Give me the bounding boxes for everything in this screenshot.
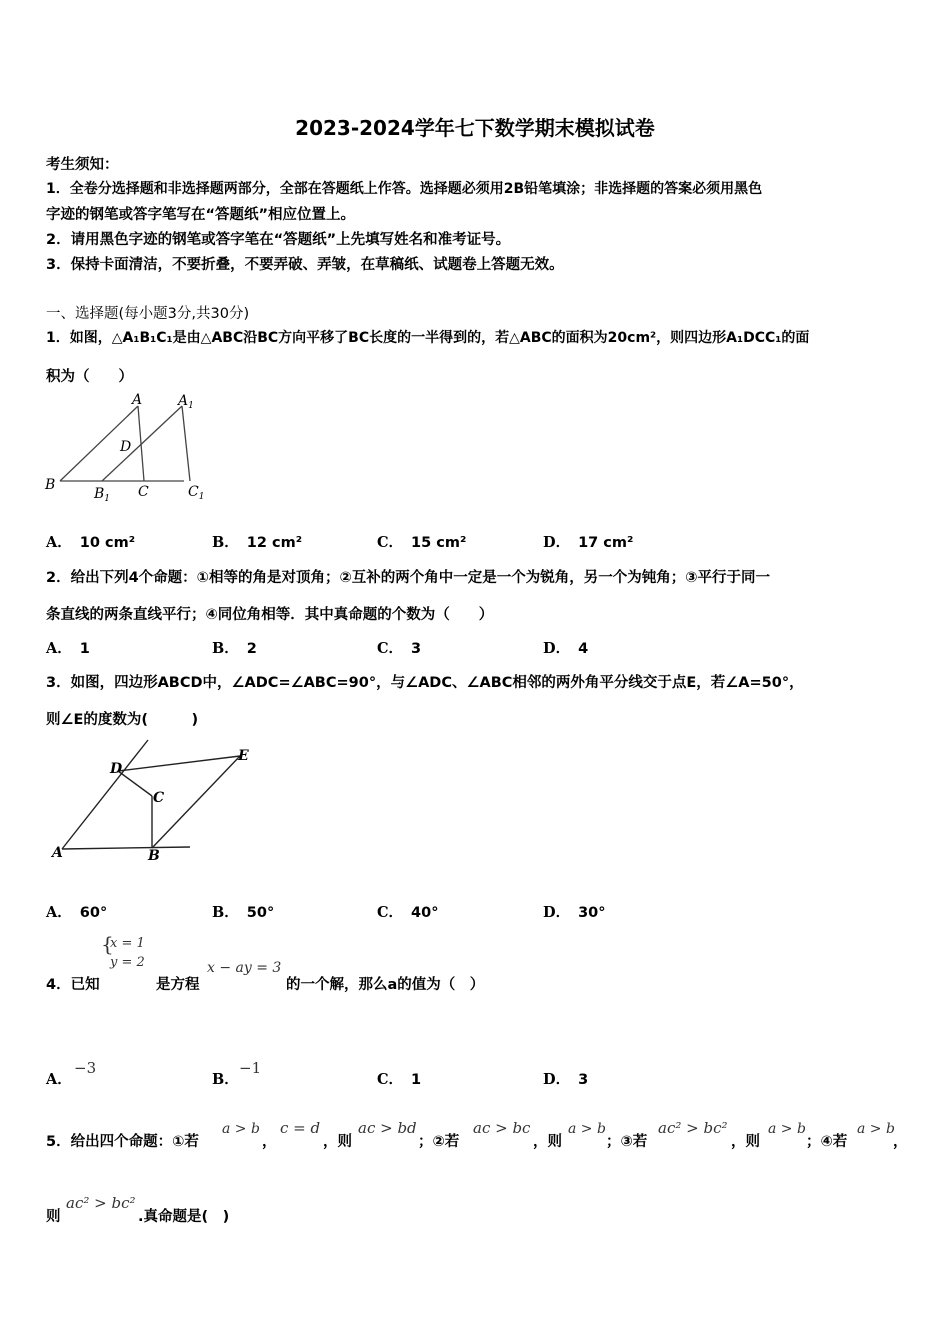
notice-item-1b: 字迹的钢笔或答字笔写在“答题纸”相应位置上。 bbox=[46, 207, 356, 223]
q5-math-5: a > b bbox=[568, 1121, 606, 1137]
q3-option-a[interactable]: A． 60° bbox=[46, 904, 108, 921]
q3-option-c[interactable]: C． 40° bbox=[377, 904, 439, 921]
q1-label-b: B bbox=[45, 477, 56, 493]
q1-label-c1: $C_1$ bbox=[188, 484, 205, 502]
q1-triangle-figure bbox=[40, 388, 210, 503]
q1-stem-line2: 积为（ ） bbox=[46, 369, 133, 385]
q4-option-b-value: −1 bbox=[239, 1059, 262, 1077]
q4-equation: x − ay = 3 bbox=[207, 960, 282, 976]
q5-math-1: a > b bbox=[222, 1121, 260, 1137]
q5-line2-prefix: 则 bbox=[46, 1209, 61, 1225]
q4-option-c[interactable]: C． 1 bbox=[377, 1071, 422, 1088]
q2-option-d[interactable]: D． 4 bbox=[543, 640, 589, 657]
q5-math-3: ac > bd bbox=[358, 1119, 417, 1137]
q5-math-4: ac > bc bbox=[473, 1119, 531, 1137]
q2-option-c[interactable]: C． 3 bbox=[377, 640, 422, 657]
q5-text-4: ；②若 bbox=[418, 1134, 460, 1150]
q5-math-9: ac² > bc² bbox=[66, 1194, 136, 1212]
q3-stem-line1: 3．如图，四边形ABCD中，∠ADC=∠ABC=90°，与∠ADC、∠ABC相邻的两外角平分线交于点E，若∠A=50°， bbox=[46, 675, 804, 691]
q4-system-eq2: y = 2 bbox=[110, 955, 145, 970]
q5-text-2: ， bbox=[262, 1134, 277, 1150]
q5-math-6: ac² > bc² bbox=[658, 1119, 728, 1137]
page-title: 2023-2024学年七下数学期末模拟试卷 bbox=[295, 116, 655, 140]
notice-heading: 考生须知： bbox=[46, 157, 119, 173]
q1-label-a: A bbox=[132, 392, 143, 408]
q3-option-d[interactable]: D． 30° bbox=[543, 904, 606, 921]
q3-label-d: D bbox=[110, 761, 123, 777]
q3-label-c: C bbox=[153, 790, 165, 806]
q1-option-b[interactable]: B． 12 cm² bbox=[212, 534, 303, 551]
q2-option-a[interactable]: A． 1 bbox=[46, 640, 90, 657]
q5-math-8: a > b bbox=[857, 1121, 895, 1137]
q4-option-a[interactable]: A． bbox=[46, 1071, 72, 1088]
q5-text-9: ， bbox=[893, 1134, 908, 1150]
q5-text-6: ；③若 bbox=[606, 1134, 648, 1150]
q5-math-2: c = d bbox=[280, 1119, 321, 1137]
q3-label-a: A bbox=[52, 845, 63, 861]
q5-text-1: 5．给出四个命题：①若 bbox=[46, 1134, 199, 1150]
notice-item-2: 2．请用黑色字迹的钢笔或答字笔在“答题纸”上先填写姓名和准考证号。 bbox=[46, 232, 511, 248]
q3-label-e: E bbox=[238, 748, 249, 764]
q5-math-7: a > b bbox=[768, 1121, 806, 1137]
q4-option-d[interactable]: D． 3 bbox=[543, 1071, 589, 1088]
q5-text-7: ，则 bbox=[731, 1134, 760, 1150]
q5-line2-suffix: .真命题是( ) bbox=[138, 1209, 230, 1225]
q1-stem-line1: 1．如图，△A₁B₁C₁是由△ABC沿BC方向平移了BC长度的一半得到的，若△ABC的面积为20cm²，则四边形A₁DCC₁的面 bbox=[46, 330, 810, 346]
q3-option-b[interactable]: B． 50° bbox=[212, 904, 275, 921]
q4-system-brace: { bbox=[101, 932, 114, 956]
q4-option-a-value: −3 bbox=[74, 1059, 97, 1077]
notice-item-1a: 1．全卷分选择题和非选择题两部分，全部在答题纸上作答。选择题必须用2B铅笔填涂；非选择题的答案必须用黑色 bbox=[46, 181, 763, 197]
q1-label-a1: $A_1$ bbox=[178, 393, 194, 411]
q3-quadrilateral-figure bbox=[48, 734, 258, 869]
q4-mid: 是方程 bbox=[156, 977, 200, 993]
q1-label-d: D bbox=[120, 439, 132, 455]
notice-item-3: 3．保持卡面清洁，不要折叠，不要弄破、弄皱，在草稿纸、试题卷上答题无效。 bbox=[46, 257, 564, 273]
q5-text-3: ，则 bbox=[323, 1134, 352, 1150]
q2-stem-line1: 2．给出下列4个命题：①相等的角是对顶角；②互补的两个角中一定是一个为锐角，另一个为钝角；③平行于同一 bbox=[46, 570, 771, 586]
section-heading: 一、选择题(每小题3分,共30分) bbox=[46, 306, 250, 322]
q5-text-5: ，则 bbox=[533, 1134, 562, 1150]
q1-option-a[interactable]: A． 10 cm² bbox=[46, 534, 136, 551]
q4-suffix: 的一个解，那么a的值为（ ） bbox=[286, 977, 485, 993]
q1-option-c[interactable]: C． 15 cm² bbox=[377, 534, 467, 551]
q2-stem-line2: 条直线的两条直线平行；④同位角相等．其中真命题的个数为（ ） bbox=[46, 607, 494, 623]
q2-option-b[interactable]: B． 2 bbox=[212, 640, 257, 657]
q5-text-8: ；④若 bbox=[806, 1134, 848, 1150]
q1-option-d[interactable]: D． 17 cm² bbox=[543, 534, 634, 551]
q1-label-b1: $B_1$ bbox=[94, 486, 111, 503]
q3-stem-line2: 则∠E的度数为( ) bbox=[46, 712, 199, 728]
q3-label-b: B bbox=[148, 848, 160, 864]
q4-system-eq1: x = 1 bbox=[110, 936, 145, 951]
q4-prefix: 4．已知 bbox=[46, 977, 100, 993]
q1-label-c: C bbox=[138, 484, 149, 500]
q4-option-b[interactable]: B． bbox=[212, 1071, 239, 1088]
